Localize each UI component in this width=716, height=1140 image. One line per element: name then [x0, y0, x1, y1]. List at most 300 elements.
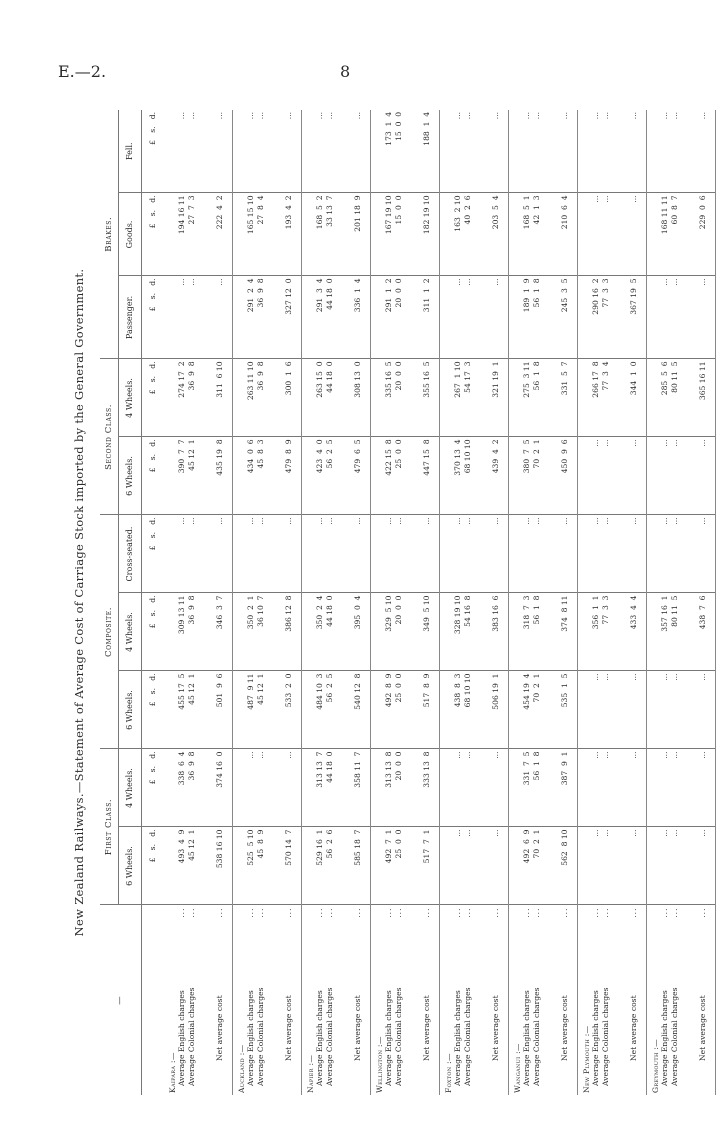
colonial-value: 45 12 1 — [186, 829, 196, 861]
net-value: 433 4 4 — [622, 593, 647, 671]
colonial-value: 36 10 7 — [255, 595, 265, 627]
colonial-value: 40 2 6 — [462, 195, 472, 225]
net-value: 311 6 10 — [208, 359, 233, 437]
colonial-value: 44 18 0 — [324, 751, 334, 783]
colonial-value: 36 9 8 — [186, 751, 196, 781]
charges-cell — [647, 827, 692, 905]
net-average-text: Net average cost — [215, 995, 225, 1061]
colonial-value: ... — [669, 517, 679, 525]
net-value: 439 4 2 — [484, 437, 509, 515]
net-value: 311 1 2 — [415, 276, 440, 359]
english-value: ... — [453, 517, 463, 525]
english-value: 267 1 10 — [453, 361, 463, 398]
spacer-line — [168, 361, 177, 434]
leader-dots: ... — [629, 907, 639, 918]
charges-cell — [578, 827, 623, 905]
column-header: 4 Wheels. — [119, 593, 142, 671]
column-header: Passenger. — [119, 276, 142, 359]
colonial-value: ... — [186, 111, 196, 120]
colonial-value: ... — [669, 439, 679, 447]
net-average-text: Net average cost — [491, 995, 501, 1061]
english-charges-text: Average English charges — [660, 990, 670, 1086]
net-value: 355 16 5 — [415, 359, 440, 437]
charges-cell — [509, 593, 554, 671]
row-label — [233, 905, 278, 1095]
charges-cell — [233, 276, 278, 359]
net-value: 188 1 4 — [415, 110, 440, 193]
colonial-value: 80 11 5 — [669, 361, 679, 393]
net-value: 438 7 6 — [691, 593, 716, 671]
spacer-line — [375, 673, 384, 746]
net-value: ... — [622, 827, 647, 905]
net-value: 374 16 0 — [208, 749, 233, 827]
english-charges-label — [246, 908, 255, 1094]
net-value: 193 4 2 — [277, 193, 302, 276]
spacer-line — [651, 195, 660, 273]
charges-cell — [302, 593, 347, 671]
colonial-charges-label — [670, 908, 679, 1094]
net-value: ... — [622, 437, 647, 515]
net-average-row — [208, 110, 233, 1095]
statement-title: New Zealand Railways.—Statement of Average Cost of Carriage Stock imported by the General Government. — [72, 268, 86, 937]
english-value: ... — [453, 751, 463, 759]
spacer-line — [513, 751, 522, 824]
net-value: 535 1 5 — [553, 671, 578, 749]
colonial-value: 56 2 6 — [324, 829, 334, 859]
colonial-value: 44 18 0 — [324, 361, 334, 393]
net-average-text: Net average cost — [629, 995, 639, 1061]
colonial-value: 27 7 3 — [186, 195, 196, 225]
spacer-line — [237, 361, 246, 434]
net-average-row — [415, 110, 440, 1095]
colonial-value: 36 9 8 — [186, 361, 196, 391]
section-charges-row — [371, 110, 416, 1095]
section-charges-row — [647, 110, 692, 1095]
net-value: 374 8 11 — [553, 593, 578, 671]
charges-cell — [164, 593, 208, 671]
colonial-value: 44 18 0 — [324, 278, 334, 310]
row-label — [484, 905, 509, 1095]
charges-cell — [371, 110, 416, 193]
net-value: 517 8 9 — [415, 671, 440, 749]
charges-cell — [371, 749, 416, 827]
colonial-value: 27 8 4 — [255, 195, 265, 225]
colonial-value: 20 0 0 — [393, 751, 403, 781]
net-average-text: Net average cost — [353, 995, 363, 1061]
spacer-line — [168, 751, 177, 824]
net-value: 387 9 1 — [553, 749, 578, 827]
leader-dots: ... — [522, 907, 532, 918]
colonial-value: ... — [669, 673, 679, 681]
colonial-value: ... — [393, 517, 403, 525]
spacer-line — [168, 439, 177, 512]
colonial-value: ... — [255, 751, 265, 759]
leader-dots: ... — [560, 907, 570, 918]
english-value: 380 7 5 — [522, 439, 532, 474]
spacer-line — [444, 517, 453, 590]
spacer-line — [444, 112, 453, 191]
column-header: 6 Wheels. — [119, 671, 142, 749]
spacer-line — [306, 595, 315, 668]
english-value: 291 1 2 — [384, 278, 394, 313]
colonial-value: ... — [600, 673, 610, 681]
colonial-value: 56 1 8 — [531, 595, 541, 625]
colonial-value: 44 18 0 — [324, 595, 334, 627]
charges-cell — [164, 110, 208, 193]
spacer-line — [237, 112, 246, 191]
leader-dots: ... — [384, 907, 394, 918]
station-name: Foxton :— — [444, 1053, 453, 1093]
charges-cell — [164, 193, 208, 276]
colonial-value: ... — [324, 111, 334, 120]
charges-cell — [233, 359, 278, 437]
spacer-line — [651, 361, 660, 434]
net-average-label — [284, 908, 293, 1094]
colonial-value: ... — [462, 111, 472, 120]
english-value: 487 9 11 — [246, 673, 256, 710]
station-name: Napier :— — [306, 1054, 315, 1093]
colonial-charges-text: Average Colonial charges — [324, 987, 334, 1086]
row-label — [647, 905, 692, 1095]
net-value: 479 8 9 — [277, 437, 302, 515]
spacer-line — [237, 751, 246, 824]
spacer-line — [513, 195, 522, 273]
net-value: ... — [622, 671, 647, 749]
colonial-value: 45 12 1 — [186, 439, 196, 471]
english-value: 455 17 5 — [177, 673, 187, 710]
leader-dots: ... — [353, 907, 363, 918]
charges-cell — [233, 110, 278, 193]
leader-dots: ... — [177, 907, 187, 918]
net-value: 245 3 5 — [553, 276, 578, 359]
english-charges-label — [315, 908, 324, 1094]
page-number: 8 — [340, 62, 351, 81]
spacer-line — [651, 595, 660, 668]
charges-cell — [578, 110, 623, 193]
colonial-value: 45 8 3 — [255, 439, 265, 469]
spacer-line — [237, 195, 246, 273]
english-value: 492 8 9 — [384, 673, 394, 708]
leader-dots: ... — [660, 907, 670, 918]
section-charges-row — [164, 110, 208, 1095]
charges-cell — [440, 593, 485, 671]
net-value: 450 9 6 — [553, 437, 578, 515]
column-header: 4 Wheels. — [119, 359, 142, 437]
english-value: ... — [660, 439, 670, 447]
cost-table — [100, 110, 716, 1095]
spacer-line — [375, 439, 384, 512]
section-charges-row — [233, 110, 278, 1095]
spacer-line — [237, 830, 246, 903]
spacer-line — [168, 517, 177, 590]
english-value: ... — [177, 111, 187, 120]
english-value: ... — [522, 111, 532, 120]
charges-cell — [578, 276, 623, 359]
english-value: ... — [453, 829, 463, 837]
spacer-line — [444, 595, 453, 668]
spacer-line — [582, 517, 591, 590]
colonial-value: 36 9 8 — [186, 595, 196, 625]
column-header: Fell. — [119, 110, 142, 193]
english-charges-label — [591, 908, 600, 1094]
spacer-line — [375, 112, 384, 191]
charges-cell — [164, 671, 208, 749]
spacer-line — [582, 195, 591, 273]
english-value: 484 10 3 — [315, 673, 325, 710]
charges-cell — [440, 827, 485, 905]
charges-cell — [233, 671, 278, 749]
charges-cell — [578, 359, 623, 437]
colonial-value: ... — [600, 829, 610, 837]
spacer-line — [513, 112, 522, 191]
english-value: ... — [660, 751, 670, 759]
spacer-line — [582, 673, 591, 746]
colonial-charges-text: Average Colonial charges — [600, 987, 610, 1086]
english-charges-text: Average English charges — [315, 990, 325, 1086]
spacer-line — [513, 439, 522, 512]
charges-cell — [302, 193, 347, 276]
spacer-line — [444, 278, 453, 356]
english-value: ... — [591, 751, 601, 759]
net-value: 331 5 7 — [553, 359, 578, 437]
station-name: New Plymouth :— — [582, 1025, 591, 1093]
row-label — [208, 905, 233, 1095]
spacer-line — [375, 517, 384, 590]
colonial-value: 36 9 8 — [255, 278, 265, 308]
net-value: 349 5 10 — [415, 593, 440, 671]
charges-cell — [509, 515, 554, 593]
english-value: ... — [315, 517, 325, 525]
charges-cell — [302, 827, 347, 905]
charges-cell — [233, 749, 278, 827]
net-average-row — [484, 110, 509, 1095]
english-value: 350 2 4 — [315, 595, 325, 630]
rotated-statement — [72, 110, 708, 1095]
colonial-value: 54 16 8 — [462, 595, 472, 627]
net-value: 479 6 5 — [346, 437, 371, 515]
english-value: 313 13 8 — [384, 751, 394, 788]
colonial-value: ... — [462, 829, 472, 837]
colonial-value: ... — [462, 751, 472, 759]
english-charges-text: Average English charges — [453, 990, 463, 1086]
colonial-value: ... — [669, 278, 679, 286]
english-value: 434 0 6 — [246, 439, 256, 474]
charges-cell — [440, 749, 485, 827]
charges-cell — [233, 437, 278, 515]
english-value: 168 5 2 — [315, 195, 325, 230]
spacer-line — [444, 361, 453, 434]
section-charges-row — [509, 110, 554, 1095]
station-name: Wellington :— — [375, 1036, 384, 1093]
net-value: ... — [691, 437, 716, 515]
colonial-value: 15 0 0 — [393, 195, 403, 225]
charges-cell — [647, 749, 692, 827]
charges-cell — [440, 276, 485, 359]
spacer-line — [582, 595, 591, 668]
net-value: 336 1 4 — [346, 276, 371, 359]
colonial-value: ... — [600, 111, 610, 120]
document-reference: E.—2. — [58, 62, 107, 81]
net-average-row — [553, 110, 578, 1095]
spacer-line — [237, 517, 246, 590]
net-value: 562 8 10 — [553, 827, 578, 905]
english-charges-text: Average English charges — [177, 990, 187, 1086]
colonial-value: ... — [669, 829, 679, 837]
net-average-label — [698, 908, 707, 1094]
net-average-label — [560, 908, 569, 1094]
colonial-value: 68 10 10 — [462, 673, 472, 708]
net-value: 447 15 8 — [415, 437, 440, 515]
charges-cell — [371, 359, 416, 437]
colonial-value: 70 2 1 — [531, 829, 541, 859]
english-value: 313 13 7 — [315, 751, 325, 788]
english-charges-label — [660, 908, 669, 1094]
spacer-line — [306, 278, 315, 356]
net-value: 383 16 6 — [484, 593, 509, 671]
column-header: Cross-seated. — [119, 515, 142, 593]
spacer-line — [651, 830, 660, 903]
charges-cell — [578, 593, 623, 671]
colonial-charges-text: Average Colonial charges — [669, 987, 679, 1086]
charges-cell — [302, 359, 347, 437]
colonial-value: ... — [324, 517, 334, 525]
leader-dots: ... — [186, 907, 196, 918]
currency-cell: £ s. d. — [142, 359, 165, 437]
spacer-line — [582, 751, 591, 824]
charges-cell — [371, 827, 416, 905]
charges-cell — [371, 593, 416, 671]
spacer-line — [651, 751, 660, 824]
colonial-value: ... — [186, 278, 196, 286]
spacer-line — [168, 595, 177, 668]
english-value: 275 3 11 — [522, 361, 532, 398]
charges-cell — [509, 359, 554, 437]
colonial-value: 56 1 8 — [531, 278, 541, 308]
colonial-value: 25 0 0 — [393, 439, 403, 469]
english-value: ... — [591, 517, 601, 525]
net-value: ... — [484, 276, 509, 359]
charges-cell — [509, 827, 554, 905]
row-label — [415, 905, 440, 1095]
leader-dots: ... — [453, 907, 463, 918]
net-value: ... — [484, 749, 509, 827]
english-value: 285 5 6 — [660, 361, 670, 396]
colonial-value: 68 10 10 — [462, 439, 472, 474]
spacer-line — [582, 112, 591, 191]
charges-cell — [440, 193, 485, 276]
colonial-value: 54 17 3 — [462, 361, 472, 393]
charges-cell — [578, 437, 623, 515]
colonial-charges-label — [532, 908, 541, 1094]
charges-cell — [164, 515, 208, 593]
leader-dots: ... — [531, 907, 541, 918]
charges-cell — [647, 193, 692, 276]
charges-cell — [509, 110, 554, 193]
colonial-charges-text: Average Colonial charges — [255, 987, 265, 1086]
net-value: 210 6 4 — [553, 193, 578, 276]
leader-dots: ... — [591, 907, 601, 918]
charges-cell — [578, 193, 623, 276]
colonial-value: 56 2 5 — [324, 439, 334, 469]
charges-cell — [164, 437, 208, 515]
english-value: 423 4 0 — [315, 439, 325, 474]
english-value: ... — [453, 278, 463, 286]
colonial-value: ... — [255, 517, 265, 525]
net-average-label — [353, 908, 362, 1094]
row-label — [302, 905, 347, 1095]
net-average-row — [622, 110, 647, 1095]
net-value: ... — [208, 110, 233, 193]
spacer-line — [306, 112, 315, 191]
colonial-charges-label — [256, 908, 265, 1094]
spacer-line — [582, 830, 591, 903]
net-value: ... — [484, 515, 509, 593]
charges-cell — [302, 437, 347, 515]
english-value: 291 2 4 — [246, 278, 256, 313]
charges-cell — [302, 110, 347, 193]
net-value: 229 0 6 — [691, 193, 716, 276]
net-value: ... — [484, 110, 509, 193]
colonial-charges-text: Average Colonial charges — [393, 987, 403, 1086]
spacer-line — [513, 673, 522, 746]
group-composite: Composite. — [100, 515, 119, 749]
net-average-text: Net average cost — [422, 995, 432, 1061]
english-value: ... — [177, 278, 187, 286]
leader-dots: ... — [491, 907, 501, 918]
charges-cell — [164, 276, 208, 359]
net-value: ... — [622, 193, 647, 276]
english-value: 194 16 11 — [177, 195, 187, 235]
colonial-value: 56 1 8 — [531, 361, 541, 391]
english-value: 338 6 4 — [177, 751, 187, 786]
net-value: 538 16 10 — [208, 827, 233, 905]
net-value: 358 11 7 — [346, 749, 371, 827]
net-average-label — [215, 908, 224, 1094]
spacer-line — [651, 673, 660, 746]
colonial-value: 33 13 7 — [324, 195, 334, 227]
charges-cell — [440, 437, 485, 515]
english-value: ... — [246, 111, 256, 120]
net-value: ... — [553, 515, 578, 593]
charges-cell — [440, 671, 485, 749]
english-value: ... — [591, 673, 601, 681]
charges-cell — [164, 827, 208, 905]
charges-cell — [647, 593, 692, 671]
net-value: ... — [277, 515, 302, 593]
colonial-value: 42 1 3 — [531, 195, 541, 225]
spacer-line — [582, 361, 591, 434]
spacer-line — [444, 673, 453, 746]
english-value: 370 13 4 — [453, 439, 463, 476]
net-value: 346 3 7 — [208, 593, 233, 671]
station-name: Auckland :— — [237, 1044, 246, 1093]
charges-cell — [233, 593, 278, 671]
spacer-line — [168, 673, 177, 746]
net-value: ... — [691, 110, 716, 193]
spacer-line — [237, 673, 246, 746]
net-average-row — [277, 110, 302, 1095]
spacer-line — [375, 195, 384, 273]
english-value: 173 1 4 — [384, 111, 394, 146]
english-value: 422 15 8 — [384, 439, 394, 476]
group-header-row — [100, 110, 119, 1095]
colonial-value: ... — [669, 751, 679, 759]
colonial-charges-text: Average Colonial charges — [462, 987, 472, 1086]
english-value: ... — [660, 829, 670, 837]
station-name: Kaipara :— — [168, 1052, 177, 1093]
net-value: ... — [277, 749, 302, 827]
leader-dots: ... — [669, 907, 679, 918]
